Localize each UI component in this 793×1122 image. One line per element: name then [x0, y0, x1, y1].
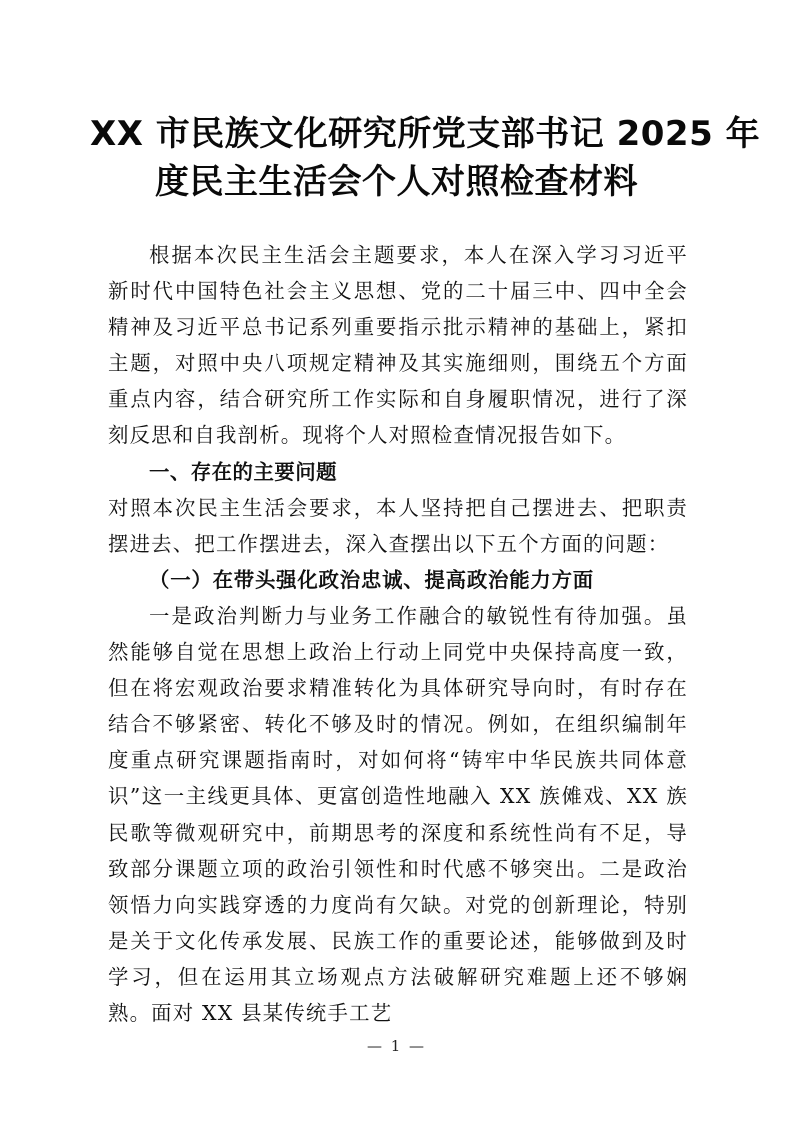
document-body	[108, 237, 688, 1031]
section-intro-paragraph: 对照本次民主生活会要求，本人坚持把自己摆进去、把职责摆进去、把工作摆进去，深入查摆出以下五个方面的问题：	[108, 495, 688, 556]
subsection-heading: （一）在带头强化政治忠诚、提高政治能力方面	[149, 567, 595, 592]
title-line-2: 度民主生活会个人对照检查材料	[155, 162, 638, 202]
section-heading: 一、存在的主要问题	[149, 459, 338, 484]
title-line-1: XX 市民族文化研究所党支部书记 2025 年	[90, 114, 761, 154]
document-title	[90, 110, 761, 206]
page-number: — 1 —	[366, 1037, 427, 1055]
intro-paragraph: 根据本次民主生活会主题要求，本人在深入学习习近平新时代中国特色社会主义思想、党的二十届三中、四中全会精神及习近平总书记系列重要指示批示精神的基础上，紧扣主题，对照中央八项规定精神及其实施细则，围绕五个方面重点内容，结合研究所工作实际和自身履职情况，进行了深刻反思和自我剖析。现将个人对照检查情况报告如下。	[108, 243, 688, 448]
subsection-body-paragraph: 一是政治判断力与业务工作融合的敏锐性有待加强。虽然能够自觉在思想上政治上行动上同党中央保持高度一致，但在将宏观政治要求精准转化为具体研究导向时，有时存在结合不够紧密、转化不够及时的情况。例如，在组织编制年度重点研究课题指南时，对如何将“铸牢中华民族共同体意识”这一主线更具体、更富创造性地融入 XX 族傩戏、XX 族民歌等微观研究中，前期思考的深度和系统性尚有不足，导致部分课题立项的政治引领性和时代感不够突出。二是政治领悟力向实践穿透的力度尚有欠缺。对党的创新理论，特别是关于文化传承发展、民族工作的重要论述，能够做到及时学习，但在运用其立场观点方法破解研究难题上还不够娴熟。面对 XX 县某传统手工艺	[108, 603, 688, 1025]
